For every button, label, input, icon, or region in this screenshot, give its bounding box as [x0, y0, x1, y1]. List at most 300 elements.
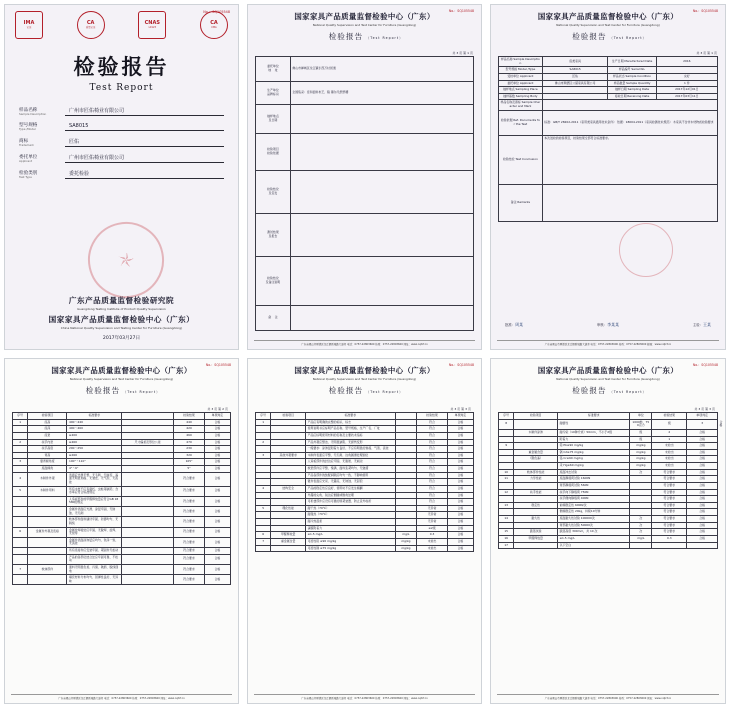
cell-c5: 合格	[447, 466, 473, 473]
cell-c2: 所有连接件应安装牢固、紧固件无松动	[67, 548, 122, 555]
cell-c1	[514, 542, 558, 549]
page1-page-mark: 共 3 页 第 1 页	[452, 51, 473, 55]
cell-c5: 合格	[447, 459, 473, 466]
cell-c4: 级	[652, 419, 687, 429]
cell-c2: 镉 Cd≤75 mg/kg	[558, 449, 630, 456]
cover-field-row	[19, 154, 224, 163]
page2-val: 标准：GB/T 28202-2011《家用类家具通用技术条件》 依据：18004-2011《家具检测技术规范》 木家具不含非木材物质检验要求	[542, 110, 717, 135]
cell-c2: 座面耐久性试验 100000次	[558, 516, 630, 523]
table-row	[499, 516, 718, 523]
cell-c5: 合格	[447, 426, 473, 433]
cell-c4: 符合	[417, 452, 448, 459]
cell-c5: 合格	[204, 472, 230, 486]
cell-c4: 符合要求	[652, 509, 687, 516]
cell-c1: 重金属含量	[271, 538, 306, 545]
page2-val2	[656, 67, 717, 74]
page4-org-cn: 国家家具产品质量监督检验中心（广东）	[294, 366, 435, 375]
cell-c4: 符合要求	[174, 472, 205, 486]
cell-c5: 合格	[687, 522, 718, 529]
page2-header	[491, 5, 725, 42]
table-row	[13, 459, 231, 466]
cell-c2: 可溶性镉 ≤75 mg/kg	[306, 545, 395, 552]
page4	[247, 358, 482, 704]
cell-c1	[514, 496, 558, 503]
table-row	[499, 184, 718, 221]
cell-c4: 无异常	[417, 519, 448, 526]
cover-field-value: 广州市匠佑椅业有限公司	[65, 107, 224, 116]
cell-c5: 合格	[687, 509, 718, 516]
cell-page4	[243, 354, 486, 708]
cell-c0: 2	[13, 439, 28, 446]
cell-c3	[395, 485, 417, 492]
col-result: 检验结果	[174, 413, 205, 420]
cell-c3: mg/L	[395, 532, 417, 539]
cell-c2: ≥460	[67, 439, 122, 446]
page1-row-label: 备 注	[256, 306, 291, 331]
cell-c2: 汞 Hg≤60 mg/kg	[558, 463, 630, 470]
cell-c0	[499, 436, 514, 443]
table-row	[499, 463, 718, 470]
cell-c1: 金属件外观及连接	[28, 527, 67, 537]
cell-c4: 符合	[417, 479, 448, 486]
cover-field-label: 商标 Trademark	[19, 139, 34, 148]
cell-c0	[13, 575, 28, 585]
cell-c2: 以下空白	[558, 542, 630, 549]
page2-report-no: No.：SQ105548	[692, 9, 718, 13]
page2-key: 委托单位 Applicant	[499, 80, 543, 87]
cell-c1: 甲醛释放量	[514, 535, 558, 542]
cell-c3	[395, 479, 417, 486]
table-row	[13, 419, 231, 426]
table-row	[499, 110, 718, 135]
cell-c0: 15	[499, 529, 514, 536]
cell-c5: 合格	[447, 525, 473, 532]
cell-c3	[395, 426, 417, 433]
col-requirement: 标准要求	[67, 413, 122, 420]
cell-c5: 合格	[447, 512, 473, 519]
cell-c4: 2	[652, 429, 687, 436]
table-row	[256, 538, 474, 545]
cell-c2: 背部静载荷试验 560N	[558, 482, 630, 489]
page2-val2: 2017年12月01日	[656, 87, 717, 94]
cell-c4: 符合	[417, 459, 448, 466]
table-row	[13, 472, 231, 486]
cell-c0: 13	[499, 502, 514, 509]
page5-title: 检验报告 （Test Report）	[572, 386, 647, 395]
cell-c3: 级	[630, 436, 652, 443]
cell-c2: 一般要求：涂饰层附着力良好、不应有明显的划痕、气泡、流挂	[306, 446, 395, 453]
cell-c4: 0.3	[417, 532, 448, 539]
page2-footer: 广东省佛山市顺德区龙江镇新城路大道旁 电话：0757-22803600 传真：0757-22803600 邮编：www.nqtcf.cn	[497, 340, 719, 347]
table-row	[256, 545, 474, 552]
page1-row-label: 生产单位 品牌标识	[256, 82, 291, 105]
cell-c3	[121, 486, 173, 496]
page4-table-wrap	[255, 412, 474, 552]
page2-signature-row	[505, 322, 711, 327]
page2-org-cn: 国家家具产品质量监督检验中心（广东）	[537, 12, 679, 21]
cell-c2: 产品应有明确的完整的标识、标志	[306, 419, 395, 426]
table-row	[13, 426, 231, 433]
page1-row-value	[290, 134, 473, 171]
cell-c5: 合格	[687, 496, 718, 503]
table-row	[499, 535, 718, 542]
cell-c1: 软体部件	[28, 564, 67, 574]
cell-c2: 产品各部件的装配间隙应均匀一致、不影响使用	[306, 472, 395, 479]
table-row	[499, 469, 718, 476]
page2-val	[542, 87, 608, 94]
cell-c1	[271, 426, 306, 433]
cell-c2: 金属件表面应光滑、涂层牢固、无锈蚀、无毛刺	[67, 507, 122, 517]
col-index: 序号	[13, 413, 28, 420]
cell-c5: 合格	[204, 554, 230, 564]
cover-field-label: 型号规格 Type /Model	[19, 123, 38, 132]
page2-val2: 1 件	[656, 80, 717, 87]
page3-page-mark: 共 3 页 第 2 页	[207, 407, 228, 411]
cell-c5: 合格	[447, 492, 473, 499]
page3-org-en: National Quality Supervision and Test Center for Furniture (Guangdong)	[69, 377, 174, 381]
cell-c4: 符合	[417, 439, 448, 446]
table-row	[13, 517, 231, 527]
cell-c2: 扶手向下静载荷 750N	[558, 489, 630, 496]
table-row	[256, 519, 474, 526]
cell-c5: 合格	[204, 426, 230, 433]
table-row	[499, 496, 718, 503]
page2-val2: 2017年03月11日	[656, 93, 717, 100]
table-row	[13, 452, 231, 459]
cell-c1: （限色漆）	[514, 456, 558, 463]
cell-c0: 1	[13, 419, 28, 426]
cell-c3: 1000转、750克力	[630, 419, 652, 429]
cell-c0: 17	[499, 542, 514, 549]
cover-field-value: 委托检验	[65, 170, 224, 179]
table-row	[256, 446, 474, 453]
cell-c2: 金属件表面涂饰层应均匀、色泽一致、无流挂	[67, 537, 122, 547]
page3-table-wrap	[12, 412, 231, 585]
page5-header	[491, 359, 725, 396]
cell-c1: 座宽	[28, 432, 67, 439]
col-item: 检验项目	[271, 413, 306, 420]
col-item: 检验项目	[514, 413, 558, 420]
table-row	[499, 529, 718, 536]
cell-c5: 合格	[687, 482, 718, 489]
cell-c0	[256, 545, 271, 552]
cell-c5: 合格	[447, 485, 473, 492]
table-row	[13, 446, 231, 453]
cell-c2: 铅 Pb≤90 mg/kg	[558, 443, 630, 450]
cell-c4: 符合要求	[174, 486, 205, 496]
page1-row-value	[290, 105, 473, 134]
cover-field-label: 检验类别 Test Type	[19, 171, 38, 180]
page1-row-label: 检验项目 检验依据	[256, 134, 291, 171]
cell-c3	[630, 489, 652, 496]
table-row	[13, 564, 231, 574]
col-item: 检验项目	[28, 413, 67, 420]
page4-footer: 广东省佛山市顺德区龙江镇新城路大道旁 电话：0757-22803600 传真：0757-22803600 网址：www.nqtcf.cn	[254, 694, 475, 701]
cell-c5: 合格	[447, 532, 473, 539]
table-row	[256, 57, 474, 82]
cell-c4: 符合要求	[652, 469, 687, 476]
cell-c4: 符合	[417, 499, 448, 506]
red-seal-stamp-icon	[81, 214, 171, 304]
page2-org-en: National Quality Supervision and Test Center for Furniture (Guangdong)	[556, 23, 660, 27]
cell-c4: 1	[652, 436, 687, 443]
cell-c3	[121, 419, 173, 426]
table-row	[499, 456, 718, 463]
table-row	[256, 499, 474, 506]
table-row	[256, 171, 474, 214]
cell-c3: 级	[630, 429, 652, 436]
cover-title-en: Test Report	[89, 83, 154, 93]
cell-c2: 扶手侧向静载荷 400N	[558, 496, 630, 503]
cell-c2: 面料无明显色差、污渍、破损、脱线现象	[67, 564, 122, 574]
page2-val: SA8015	[542, 67, 608, 74]
cell-c5: 合格	[204, 466, 230, 473]
cell-c0	[499, 463, 514, 470]
cover-field-row	[19, 170, 224, 179]
cell-c1: 座高	[28, 419, 67, 426]
cell-c3	[395, 505, 417, 512]
cell-c1	[271, 446, 306, 453]
cell-c4: 未检出	[652, 456, 687, 463]
table-row	[256, 439, 474, 446]
cover-org2-en: China National Quality Supervision and Testing Center for Furniture (Guangdong)	[60, 326, 183, 330]
cell-c2: 产品的各部位结合处应牢固可靠、不松动	[67, 554, 122, 564]
cell-c0	[256, 459, 271, 466]
cell-c4: 230	[174, 446, 205, 453]
table-row	[499, 502, 718, 509]
page4-report-no: No.：SQ105548	[448, 363, 474, 367]
cell-c4	[652, 542, 687, 549]
table-row	[256, 306, 474, 331]
cell-c0	[256, 446, 271, 453]
cell-c4: 符合要求	[174, 507, 205, 517]
cell-c3	[630, 509, 652, 516]
cell-c2: 前倾稳定性 600N/次	[558, 502, 630, 509]
page3-report-no: No.：SQ105548	[205, 363, 231, 367]
cell-c4: 未检出	[652, 449, 687, 456]
cell-c1	[28, 548, 67, 555]
cover-fields	[19, 107, 224, 179]
table-row	[256, 512, 474, 519]
cell-c1: 扶手高度	[28, 446, 67, 453]
cell-c4: 符合要求	[652, 489, 687, 496]
cell-c4: 符合要求	[174, 575, 205, 585]
cell-c1	[514, 509, 558, 516]
cell-c4: 符合	[417, 426, 448, 433]
page5-table-body	[499, 419, 723, 549]
table-row	[13, 575, 231, 585]
cell-c5: 合格	[204, 575, 230, 585]
page1-row-value	[290, 306, 473, 331]
cell-c5: 合格	[204, 548, 230, 555]
cell-c4: 符合要求	[652, 476, 687, 483]
page4-table-body	[256, 419, 474, 552]
cell-c1	[271, 479, 306, 486]
cell-c0	[256, 479, 271, 486]
cell-c4: 320	[174, 452, 205, 459]
cell-c2: 100°～110°	[67, 459, 122, 466]
cell-c0: 3	[13, 459, 28, 466]
page2-key: 样品名称及商标 Sample Character and Mark	[499, 100, 543, 110]
cell-c4: 符合要求	[652, 496, 687, 503]
cell-c5: 合格	[204, 439, 230, 446]
cell-c1: 靠背倾角度	[28, 459, 67, 466]
table-row	[256, 479, 474, 486]
cell-c0: 5	[13, 486, 28, 496]
cell-c2: 人造板部件的封边应牢固、无脱胶、无崩边	[306, 459, 395, 466]
page2	[490, 4, 726, 350]
page3-footer: 广东省佛山市顺德区龙江镇新城路大道旁 电话：0757-22803600 传真：0757-22803600 网址：www.nqtcf.cn	[11, 694, 232, 701]
cell-c1	[271, 472, 306, 479]
cell-c1	[514, 419, 558, 429]
cell-c3	[630, 482, 652, 489]
cell-c5: 合格	[447, 439, 473, 446]
cell-c4: 符合要求	[652, 502, 687, 509]
cell-c4: 未检出	[417, 545, 448, 552]
cell-c3: 次	[630, 516, 652, 523]
cell-c1: 甲醛释放量	[271, 532, 306, 539]
page2-key2: 生产日期 Manufactured Date	[608, 57, 656, 67]
page2-key: 样品名称 Sample Description	[499, 57, 543, 67]
ca-logo-icon: CA 质量认证	[77, 11, 105, 39]
cell-c4: 符合要求	[174, 554, 205, 564]
cell-c1: 跌落试验	[514, 529, 558, 536]
cell-c5: 合格	[204, 564, 230, 574]
table-row	[499, 443, 718, 450]
page2-val: 佛山市顺德区公富家具有限公司	[542, 80, 608, 87]
cell-c3: mg/kg	[395, 538, 417, 545]
cell-c3	[121, 466, 173, 473]
cell-c1	[271, 459, 306, 466]
cell-c1: 扶手内宽	[28, 439, 67, 446]
col-unit: 单位	[630, 413, 652, 420]
cell-c1	[28, 496, 67, 506]
cell-c3	[395, 419, 417, 426]
table-row	[499, 67, 718, 74]
table-row	[13, 496, 231, 506]
cell-c2: ≥260	[67, 452, 122, 459]
col-note	[121, 413, 173, 420]
cell-c2: 漆膜附着力	[306, 525, 395, 532]
cell-c5: 合格	[447, 538, 473, 545]
cell-c0	[13, 426, 28, 433]
table-row	[499, 482, 718, 489]
cell-c0	[499, 522, 514, 529]
cover-field-label: 样品名称 Sample Description	[19, 107, 47, 116]
page2-val: 匠佑	[542, 73, 608, 80]
cell-c0	[13, 517, 28, 527]
cell-c3: mg/kg	[630, 449, 652, 456]
page2-sign-approve: 批准：周某	[505, 321, 524, 327]
page2-val2: 2016	[656, 57, 717, 67]
cell-c0	[256, 512, 271, 519]
table-row	[13, 486, 231, 496]
cell-c4: 符合	[417, 419, 448, 426]
cell-c2: 金属件焊接处应牢固、无脱焊、虚焊、无烧穿	[67, 527, 122, 537]
cover-field-row	[19, 107, 224, 116]
cell-c2: 耐干热（70℃）	[306, 505, 395, 512]
page5-report-no: No.：SQ105548	[692, 363, 718, 367]
cell-c3	[630, 542, 652, 549]
cell-c1	[28, 537, 67, 547]
cover-title-cn: 检验报告	[73, 55, 170, 79]
table-row	[13, 548, 231, 555]
col-index: 序号	[256, 413, 271, 420]
cell-c5: 合格	[447, 432, 473, 439]
page1-row-value: 佛山市禅城区龙江镇乐西万村街道	[290, 57, 473, 82]
cell-c1	[271, 512, 306, 519]
cell-page5	[486, 354, 730, 708]
cell-c5: 合格	[687, 436, 718, 443]
cell-c2: 200～250	[67, 446, 122, 453]
cell-c5: 合格	[204, 527, 230, 537]
cell-c0	[13, 446, 28, 453]
page2-key: 受检单位 Applicant	[499, 73, 543, 80]
page5-footer: 广东省佛山市顺德区龙江镇新城路大道旁 电话：0757-22803600 传真：0757-22803600 网址：www.nqtcf.cn	[497, 694, 719, 701]
cell-c5: 合格	[687, 443, 718, 450]
page4-header	[248, 359, 481, 396]
page1-row-label: 检验结论 及签发	[256, 171, 291, 214]
col-requirement: 标准要求	[306, 413, 395, 420]
cell-c4: 420	[174, 426, 205, 433]
page1-report-no: No.：SQ105548	[448, 9, 474, 13]
cell-c0	[499, 509, 514, 516]
cell-c1	[28, 507, 67, 517]
page5-table-wrap	[498, 412, 723, 549]
cell-c4: 470	[174, 439, 205, 446]
page2-key2: 接收日期 Receiving Date	[608, 93, 656, 100]
cell-c0: 16	[499, 535, 514, 542]
cell-page1	[243, 0, 486, 354]
page2-table	[498, 56, 718, 222]
cell-page2	[486, 0, 730, 354]
cell-c3	[395, 459, 417, 466]
cell-c0	[256, 499, 271, 506]
cell-c5: 合格	[687, 429, 718, 436]
cell-c4: 105°	[174, 459, 205, 466]
cell-c2: 铬 Cr≤60 mg/kg	[558, 456, 630, 463]
cell-c2: 人造板部件的甲醛释放量应符合GB 18580的规定	[67, 496, 122, 506]
cell-c1: 耐久性	[514, 516, 558, 523]
cell-c1: 其他外观要求	[271, 452, 306, 459]
cell-c3	[395, 472, 417, 479]
table-row	[256, 459, 474, 466]
table-row	[499, 509, 718, 516]
page1-row-label: 抽样地点 及日期	[256, 105, 291, 134]
cell-c5: 合格	[687, 529, 718, 536]
cell-c0	[13, 537, 28, 547]
cell-c2: ≤1.5 mg/L	[558, 535, 630, 542]
table-row	[499, 489, 718, 496]
cma-logo-icon: CA CMA	[200, 11, 228, 39]
page1-header	[248, 5, 481, 42]
cell-c2: 跌落高度 300mm，共 10 次	[558, 529, 630, 536]
cell-c5: 合格	[447, 472, 473, 479]
page2-key: 检验结论 Test Conclusion	[499, 135, 543, 184]
page1-org-en: National Quality Supervision and Test Center for Furniture (Guangdong)	[312, 23, 417, 27]
cell-c4: 符合要求	[652, 516, 687, 523]
cell-c1: 稳定性	[514, 502, 558, 509]
page5-page-mark: 共 3 页 第 3 页	[694, 407, 715, 411]
cell-c0	[499, 429, 514, 436]
cell-c0: 7	[13, 564, 28, 574]
cell-c3	[121, 426, 173, 433]
cell-c1	[514, 482, 558, 489]
page2-key: 备注 Remarks	[499, 184, 543, 221]
cell-c3	[121, 554, 173, 564]
cell-c0: 1	[256, 419, 271, 426]
page5-org-en: National Quality Supervision and Test Center for Furniture (Guangdong)	[556, 377, 660, 381]
